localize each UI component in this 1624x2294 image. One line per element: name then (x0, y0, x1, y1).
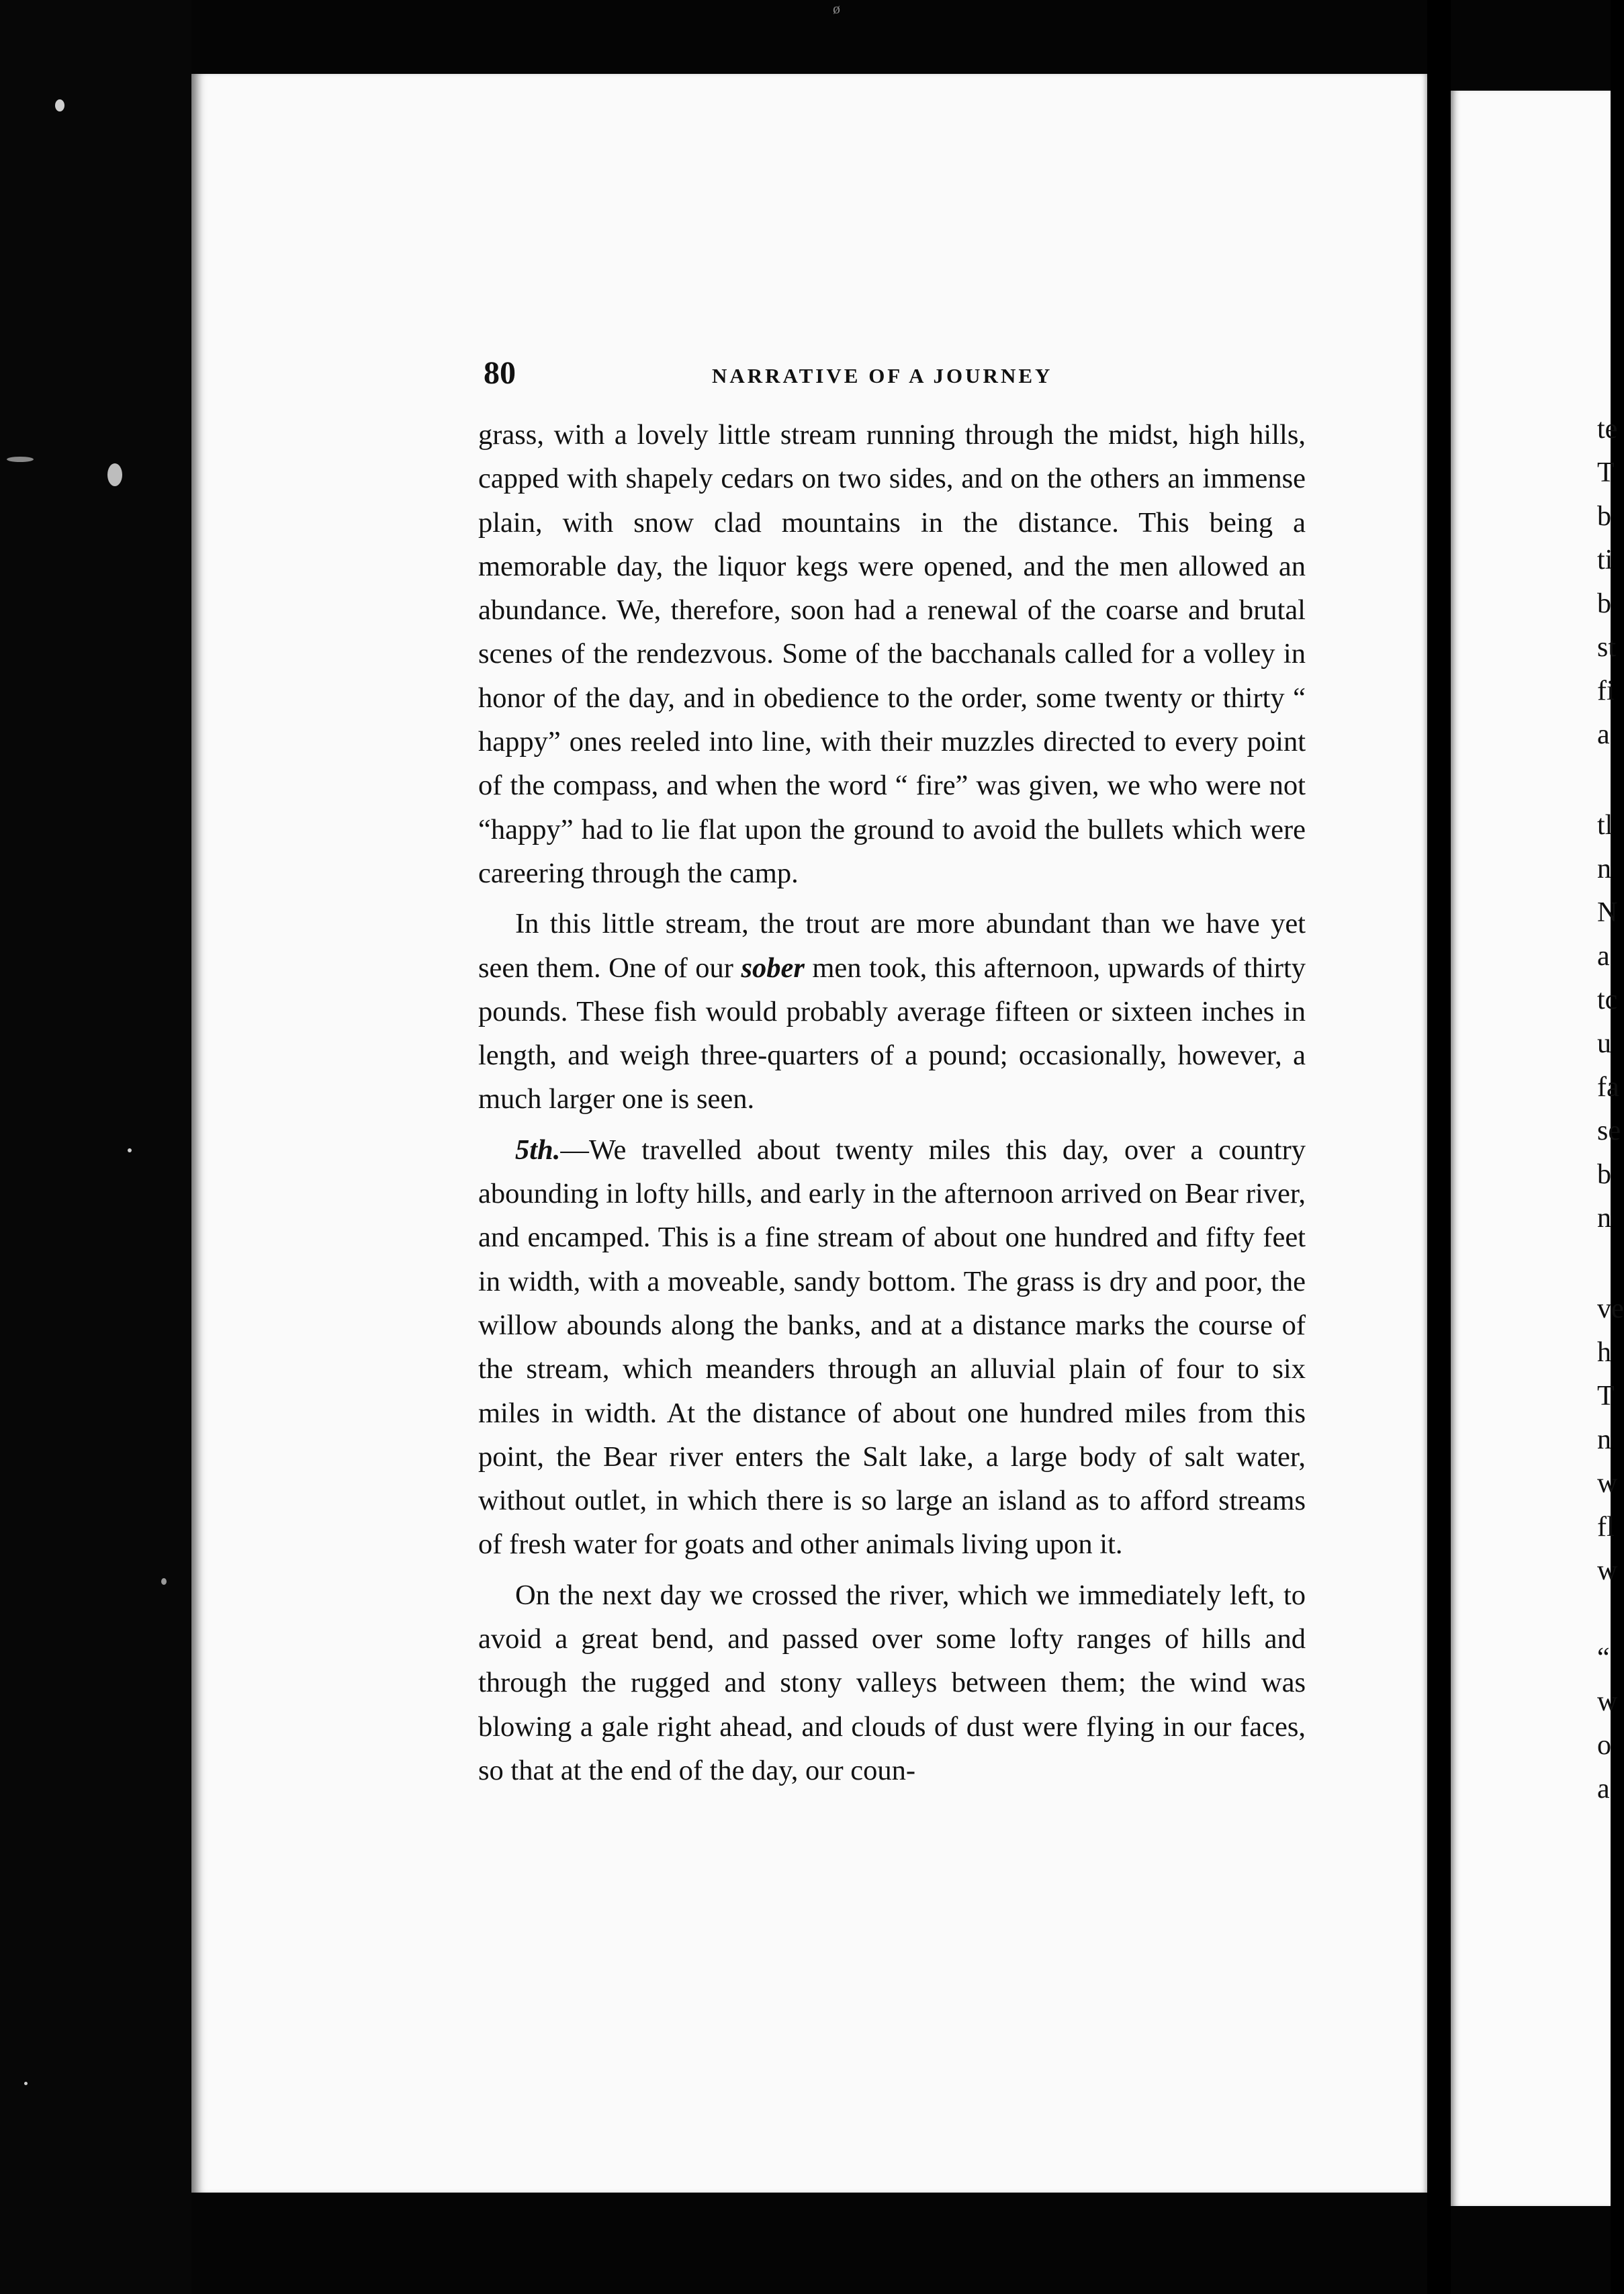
facing-page-fragment: h (1597, 1337, 1611, 1368)
facing-page-fragment: w (1597, 1468, 1618, 1499)
facing-page-fragment: “ (1597, 1643, 1610, 1673)
page-number: 80 (484, 355, 516, 391)
facing-page-fragment: n (1597, 854, 1611, 884)
facing-page-fragment: st (1597, 632, 1617, 663)
scan-artifact-mark: ø (833, 0, 840, 17)
facing-page-fragment: fi (1597, 676, 1615, 706)
facing-page-fragment: w (1597, 1555, 1618, 1586)
dust-speck (7, 457, 34, 462)
facing-page-fragment: b (1597, 1159, 1611, 1190)
page-header (484, 355, 1303, 395)
facing-page-fragment: u (1597, 1028, 1611, 1059)
facing-page (1451, 91, 1611, 2206)
facing-page-fragment: b (1597, 501, 1611, 532)
page-body (478, 413, 1306, 1792)
dust-speck (107, 463, 122, 486)
book-gutter (1427, 0, 1451, 2294)
emphasis-sober: sober (741, 952, 805, 984)
facing-page-fragment: a (1597, 1774, 1610, 1804)
facing-page-fragment: tc (1597, 984, 1618, 1015)
facing-page-fragment: b (1597, 588, 1611, 619)
facing-page-fragment: se (1597, 1115, 1621, 1146)
facing-page-fragment: n (1597, 1424, 1611, 1455)
facing-page-fragment: n (1597, 1203, 1611, 1234)
facing-page-fragment: ve (1597, 1293, 1624, 1324)
paragraph-trout (478, 902, 1306, 1121)
facing-page-fragment: fl (1597, 1512, 1615, 1543)
paragraph-grass: grass, with a lovely little stream running through the midst, high hills, capped with shapely cedars on two sides, and on the others an immense plain, with snow clad mountains in the distance. This being a memorable day, the liquor kegs were opened, and the men allowed an abundance. We, therefore, soon had a renewal of the coarse and brutal scenes of the rendezvous. Some of the bacchanals called for a volley in honor of the day, and in obedience to the order, some twenty or thirty “ happy” ones reeled into line, with their muzzles directed to every point of the compass, and when the word “ fire” was given, we who were not “happy” had to lie flat upon the ground to avoid the bullets which were careering through the camp. (478, 419, 1306, 889)
facing-page-fragment: te (1597, 414, 1618, 445)
facing-page-fragment: N (1597, 897, 1618, 928)
facing-page-fragment: T (1597, 457, 1615, 488)
paragraph-fifth (478, 1128, 1306, 1567)
facing-page-fragment: a (1597, 941, 1610, 972)
left-book-edge (0, 0, 191, 2294)
facing-page-fragment: a (1597, 719, 1610, 750)
facing-page-fragment: w (1597, 1686, 1618, 1717)
facing-page-fragment: fa (1597, 1072, 1619, 1103)
running-head: NARRATIVE OF A JOURNEY (712, 364, 1053, 387)
facing-page-fragment: T (1597, 1381, 1615, 1412)
paragraph-text: men took, this afternoon, upwards of thirty pounds. These fish would probably average fifteen or sixteen inches in length, and weigh three-quarters of a pound; occasionally, however, a much larger one is seen. (478, 952, 1306, 1115)
paragraph-next-day: On the next day we crossed the river, which we immediately left, to avoid a great bend, and passed over some lofty ranges of hills and through the rugged and stony valleys between them; the wind was blowing a gale right ahead, and clouds of dust were flying in our faces, so that at the end of the day, our coun- (478, 1579, 1306, 1786)
dust-speck (128, 1148, 132, 1152)
date-marker: 5th. (515, 1134, 561, 1166)
facing-page-fragment: ti (1597, 545, 1613, 576)
dust-speck (55, 99, 64, 111)
dust-speck (24, 2082, 28, 2085)
paragraph-text: —We travelled about twenty miles this day, over a country abounding in lofty hills, and early in the afternoon arrived on Bear river, and encamped. This is a fine stream of about one hundred and fifty feet in width, with a moveable, sandy bottom. The grass is dry and poor, the willow abounds along the banks, and at a distance marks the course of the stream, which meanders through an alluvial plain of four to six miles in width. At the distance of about one hundred miles from this point, the Bear river enters the Salt lake, a large body of salt water, without outlet, in which there is so large an island as to afford streams of fresh water for goats and other animals living upon it. (478, 1134, 1306, 1561)
dust-speck (161, 1578, 167, 1585)
facing-page-fragment: o (1597, 1730, 1611, 1761)
facing-page-fragment: tl (1597, 810, 1613, 841)
paragraph-text: In this little stream, the trout are more abundant than we have yet seen them. One of our (478, 908, 1306, 984)
